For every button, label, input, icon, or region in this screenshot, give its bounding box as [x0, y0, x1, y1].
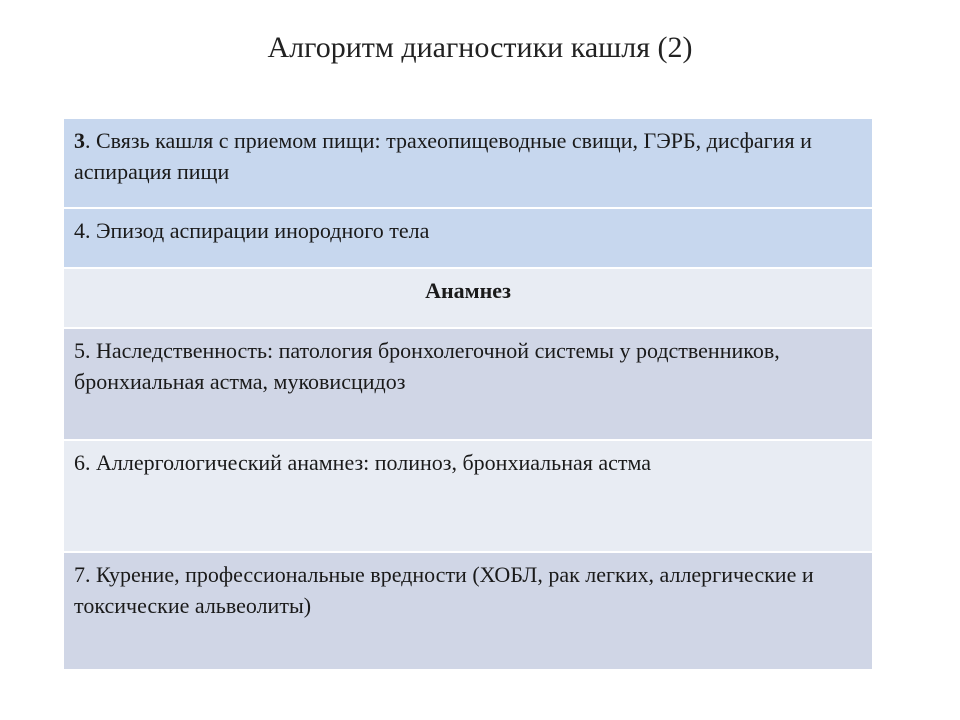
- table-row-smoking: [64, 553, 872, 669]
- section-header: Анамнез: [425, 278, 511, 303]
- diagnostics-table: [64, 119, 872, 669]
- table-row-foreign-body: [64, 209, 872, 269]
- table-row-heredity: [64, 329, 872, 441]
- row-number: 3: [74, 128, 85, 153]
- slide-title: Алгоритм диагностики кашля (2): [267, 31, 693, 64]
- table-row-allergy: [64, 441, 872, 553]
- row-text: 5. Наследственность: патология бронхолегочной системы у родственников, бронхиальная астма, муковисцидоз: [74, 338, 780, 394]
- table-row-anamnesis-header: [64, 269, 872, 329]
- table-row-food-intake: [64, 119, 872, 209]
- row-text: . Связь кашля с приемом пищи: трахеопищеводные свищи, ГЭРБ, дисфагия и аспирация пищи: [74, 128, 812, 184]
- row-text: 6. Аллергологический анамнез: полиноз, бронхиальная астма: [74, 450, 652, 475]
- row-text: 4. Эпизод аспирации инородного тела: [74, 218, 430, 243]
- row-text: 7. Курение, профессиональные вредности (ХОБЛ, рак легких, аллергические и токсические альвеолиты): [74, 562, 814, 618]
